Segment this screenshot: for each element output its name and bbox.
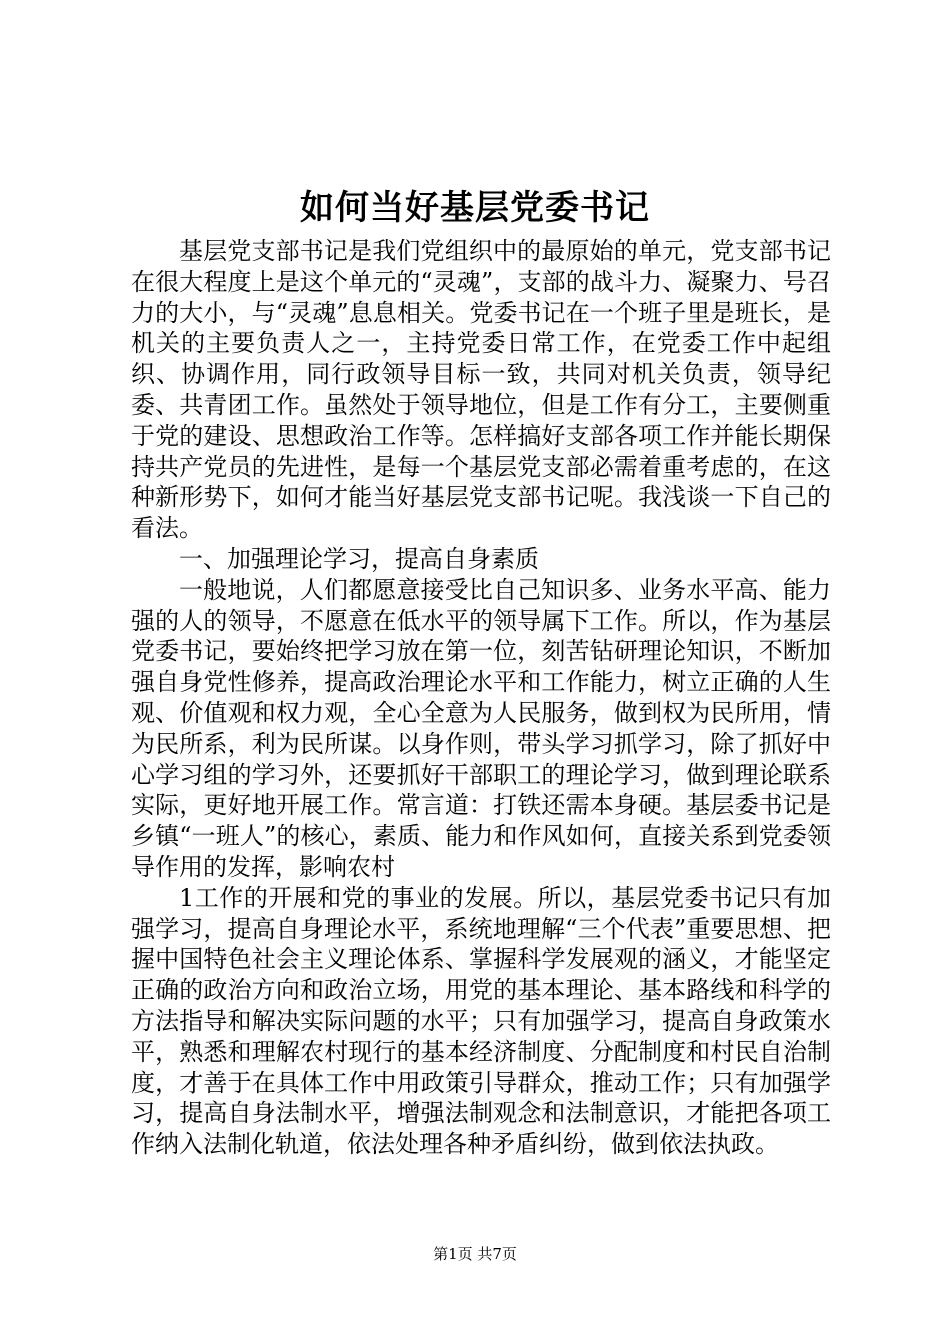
document-body <box>131 236 831 1160</box>
section-1-continuation-paragraph: 1工作的开展和党的事业的发展。所以，基层党委书记只有加强学习，提高自身理论水平，系统地理解“三个代表”重要思想、把握中国特色社会主义理论体系、掌握科学发展观的涵义，才能坚定正确的政治方向和政治立场，用党的基本理论、基本路线和科学的方法指导和解决实际问题的水平；只有加强学习，提高自身政策水平，熟悉和理解农村现行的基本经济制度、分配制度和村民自治制度，才善于在具体工作中用政策引导群众，推动工作；只有加强学习，提高自身法制水平，增强法制观念和法制意识，才能把各项工作纳入法制化轨道，依法处理各种矛盾纠纷，做到依法执政。 <box>131 883 831 1159</box>
document-title: 如何当好基层党委书记 <box>300 188 650 228</box>
intro-paragraph: 基层党支部书记是我们党组织中的最原始的单元，党支部书记在很大程度上是这个单元的“灵魂”，支部的战斗力、凝聚力、号召力的大小，与“灵魂”息息相关。党委书记在一个班子里是班长，是机关的主要负责人之一，主持党委日常工作，在党委工作中起组织、协调作用，同行政领导目标一致，共同对机关负责，领导纪委、共青团工作。虽然处于领导地位，但是工作有分工，主要侧重于党的建设、思想政治工作等。怎样搞好支部各项工作并能长期保持共产党员的先进性，是每一个基层党支部必需着重考虑的，在这种新形势下，如何才能当好基层党支部书记呢。我浅谈一下自己的看法。 <box>131 237 831 543</box>
page-number-footer: 第1页 共7页 <box>433 1245 517 1263</box>
section-heading-1: 一、加强理论学习，提高自身素质 <box>179 544 539 573</box>
section-1-paragraph: 一般地说，人们都愿意接受比自己知识多、业务水平高、能力强的人的领导，不愿意在低水平的领导属下工作。所以，作为基层党委书记，要始终把学习放在第一位，刻苦钻研理论知识，不断加强自身党性修养，提高政治理论水平和工作能力，树立正确的人生观、价值观和权力观，全心全意为人民服务，做到权为民所用，情为民所系，利为民所谋。以身作则，带头学习抓学习，除了抓好中心学习组的学习外，还要抓好干部职工的理论学习，做到理论联系实际，更好地开展工作。常言道：打铁还需本身硬。基层委书记是乡镇“一班人”的核心，素质、能力和作风如何，直接关系到党委领导作用的发挥，影响农村 <box>131 575 831 881</box>
